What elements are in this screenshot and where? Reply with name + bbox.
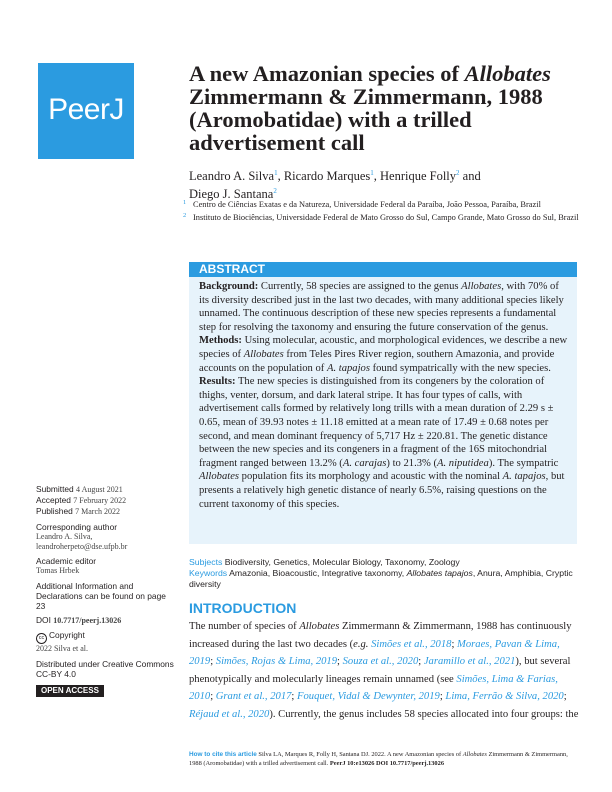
affiliations bbox=[183, 200, 583, 223]
author-separator: and bbox=[459, 169, 481, 184]
citation-link[interactable]: Grant et al., 2017 bbox=[215, 691, 292, 703]
submitted-date: 4 August 2021 bbox=[76, 485, 123, 494]
title-text: A new Amazonian species of bbox=[189, 61, 465, 86]
abstract-text: The new species is distinguished from its congeners by the coloration of thighs, venter, dorsum, and dark lateral stripe. It has four types of calls, with advertisement calls formed by relatively long trills with a mean duration of 2.29 s ± 0.65, mean of 39.93 notes ± 11.18 emitted at a mean rate of 17.49 ± 0.68 notes per second, and mean dominant frequency of 5,717 Hz ± 220.81. The genetic distance between the new species and its congeners in a fragment of the 16S mitochondrial fragment ranged between 13.2% ( bbox=[199, 376, 554, 469]
abstract-text: ). The sympatric bbox=[488, 457, 559, 469]
citation-italic: Allobates bbox=[462, 751, 487, 758]
abstract-italic: A. tapajos bbox=[326, 362, 370, 374]
intro-text: The number of species of bbox=[189, 621, 300, 632]
introduction-body bbox=[189, 618, 581, 724]
abstract-text: , but presents a relatively high genetic distance of nearly 6.5%, raising questions on the current taxonomy of this species. bbox=[199, 471, 565, 510]
abstract-italic: A. niputidea bbox=[437, 457, 489, 469]
intro-text: ; bbox=[337, 656, 343, 668]
abstract-text: Currently, 58 species are assigned to the genus bbox=[258, 281, 462, 292]
keywords-line bbox=[189, 568, 579, 590]
abstract-text: Using molecular, acoustic, and morphological evidences, we describe a new species of bbox=[199, 335, 568, 360]
published-date: 7 March 2022 bbox=[75, 507, 121, 517]
introduction-paragraph bbox=[189, 618, 581, 724]
abstract-text: , with 70% of its diversity described just in the last two decades, with many additional species likely unnamed. The continuous description of these new species represents a fundamental step for resolving the taxonomy and ensuring the future conservation of the genus. bbox=[199, 281, 564, 333]
corresponding-email[interactable]: leandroherpeto@dse.ufpb.br bbox=[36, 542, 128, 552]
author-affiliation-ref: 2 bbox=[273, 187, 277, 196]
introduction-heading: INTRODUCTION bbox=[189, 600, 297, 616]
intro-italic: e.g. bbox=[353, 638, 369, 650]
abstract-italic: A. carajas bbox=[342, 457, 387, 469]
doi-value[interactable]: 10.7717/peerj.13026 bbox=[53, 616, 122, 626]
citation-link[interactable]: Souza et al., 2020 bbox=[342, 656, 419, 668]
abstract-heading: ABSTRACT bbox=[199, 262, 265, 276]
intro-text: ; bbox=[451, 638, 458, 650]
citation-link[interactable]: Moraes, Pavan & Lima, 2019 bbox=[189, 638, 560, 668]
citation-link[interactable]: Fouquet, Vidal & Dewynter, 2019 bbox=[297, 691, 440, 703]
author-affiliation-ref: 1 bbox=[370, 169, 374, 177]
abstract-body bbox=[199, 280, 569, 511]
abstract-text: ) to 21.3% ( bbox=[386, 457, 438, 469]
keywords-label: Keywords bbox=[189, 568, 228, 578]
intro-text: ; bbox=[439, 691, 446, 703]
citation-link[interactable]: Lima, Ferrão & Silva, 2020 bbox=[445, 691, 564, 703]
subjects-line bbox=[189, 557, 579, 568]
author-affiliation-ref: 2 bbox=[456, 169, 460, 177]
citation-link[interactable]: Réjaud et al., 2020 bbox=[189, 708, 270, 720]
intro-text: ; bbox=[563, 691, 567, 703]
submitted-line bbox=[36, 484, 176, 495]
citation-link[interactable]: Simões, Rojas & Lima, 2019 bbox=[215, 656, 338, 668]
intro-text: ; bbox=[210, 656, 216, 668]
abstract-methods-paragraph bbox=[199, 334, 569, 375]
abstract-header bbox=[189, 262, 577, 277]
citation-doi: PeerJ 10:e13026 DOI 10.7717/peerj.13026 bbox=[329, 759, 445, 767]
citation-link[interactable]: Simões et al., 2018 bbox=[371, 638, 452, 650]
title-genus: Allobates bbox=[464, 61, 551, 86]
intro-text: ), but several phenotypically and molecularly lineages remain unnamed (see bbox=[189, 656, 571, 685]
open-access-badge bbox=[36, 683, 176, 697]
author-name: Ricardo Marques bbox=[283, 169, 371, 184]
accepted-line bbox=[36, 495, 176, 506]
author-separator: , bbox=[277, 169, 284, 184]
affiliation-text: Centro de Ciências Exatas e da Natureza, Universidade Federal da Paraíba, João Pessoa, Paraíba, Brazil bbox=[193, 200, 541, 209]
abstract-italic: Allobates bbox=[199, 471, 240, 483]
copyright-label: Copyright bbox=[49, 630, 85, 641]
accepted-date: 7 February 2022 bbox=[73, 496, 127, 506]
abstract-italic: Allobates bbox=[461, 281, 502, 292]
doi-line bbox=[36, 615, 176, 626]
citation-link[interactable]: Simões, Lima & Farias, 2010 bbox=[189, 673, 558, 703]
background-label: Background: bbox=[199, 281, 259, 292]
license: Distributed under Creative Commons CC-BY 4.0 bbox=[36, 658, 174, 679]
accepted-label: Accepted bbox=[36, 495, 71, 506]
copyright-icon: cc bbox=[36, 633, 47, 644]
author-name: Henrique Folly bbox=[380, 169, 457, 184]
logo-text: PeerJ bbox=[48, 93, 124, 126]
copyright-label-line bbox=[36, 630, 176, 644]
results-label: Results: bbox=[199, 376, 236, 388]
abstract-italic: A. tapajos bbox=[502, 471, 546, 483]
peerj-logo bbox=[38, 63, 134, 159]
copyright bbox=[36, 630, 176, 654]
article-sidebar bbox=[36, 484, 176, 697]
subjects-text: Biodiversity, Genetics, Molecular Biology, Taxonomy, Zoology bbox=[224, 557, 460, 567]
subjects-label: Subjects bbox=[189, 557, 223, 567]
keywords-text: Amazonia, Bioacoustic, Integrative taxonomy, bbox=[229, 568, 407, 578]
abstract-italic: Allobates bbox=[243, 348, 284, 360]
how-to-cite-label: How to cite this article bbox=[189, 751, 257, 758]
affiliation-text: Instituto de Biociências, Universidade Federal de Mato Grosso do Sul, Campo Grande, Mato Grosso do Sul, Brazil bbox=[193, 212, 579, 222]
intro-text: ). Currently, the genus includes 58 species allocated into four groups: the bbox=[269, 708, 579, 720]
intro-text: ; bbox=[291, 691, 298, 703]
affiliation-number: 1 bbox=[183, 199, 187, 206]
citation-link[interactable]: Jaramillo et al., 2021 bbox=[423, 656, 516, 668]
academic-editor bbox=[36, 556, 176, 576]
copyright-value: 2022 Silva et al. bbox=[36, 644, 88, 654]
intro-italic: Allobates bbox=[299, 621, 340, 632]
title-text-rest: Zimmermann & Zimmermann, 1988 (Aromobatidae) with a trilled advertisement call bbox=[189, 84, 543, 155]
citation-text: Silva LA, Marques R, Folly H, Santana DJ. 2022. A new Amazonian species of bbox=[256, 751, 463, 758]
author-affiliation-ref: 1 bbox=[274, 169, 278, 177]
abstract-text: from Teles Pires River region, southern Amazonia, and provide accounts on the population of bbox=[199, 348, 555, 374]
keywords-italic: Allobates tapajos bbox=[406, 568, 473, 578]
subjects-keywords bbox=[189, 557, 579, 590]
published-label: Published bbox=[36, 506, 73, 517]
submitted-label: Submitted bbox=[36, 484, 74, 494]
open-access-label: OPEN ACCESS bbox=[36, 685, 104, 697]
editor-name: Tomas Hrbek bbox=[36, 566, 80, 576]
intro-text: ; bbox=[210, 691, 216, 703]
doi-label: DOI bbox=[36, 615, 51, 626]
methods-label: Methods: bbox=[199, 335, 242, 347]
abstract-background-paragraph bbox=[199, 280, 569, 334]
abstract-text: population fits its morphology and acoustic with the nominal bbox=[239, 471, 503, 483]
corresponding-author bbox=[36, 522, 176, 553]
affiliation-number: 2 bbox=[183, 211, 187, 219]
affiliation-item bbox=[183, 213, 583, 224]
intro-text: ; bbox=[418, 656, 424, 668]
citation-text: Zimmermann & Zimmermann, 1988 (Aromobatidae) with a trilled advertisement call. bbox=[189, 751, 568, 767]
abstract-results-paragraph bbox=[199, 375, 569, 511]
how-to-cite bbox=[189, 751, 581, 768]
keywords-text-rest: , Anura, Amphibia, Cryptic diversity bbox=[189, 568, 573, 589]
corresponding-label: Corresponding author bbox=[36, 521, 118, 532]
corresponding-name: Leandro A. Silva, bbox=[36, 531, 93, 541]
affiliation-item bbox=[183, 200, 583, 211]
author-name: Diego J. Santana bbox=[189, 187, 274, 202]
author-separator: , bbox=[373, 169, 380, 184]
editor-label: Academic editor bbox=[36, 556, 97, 567]
abstract-text: found sympatrically with the new species. bbox=[369, 362, 551, 374]
intro-text: Zimmermann & Zimmermann, 1988 has continuously increased during the last two decades ( bbox=[189, 621, 572, 650]
author-name: Leandro A. Silva bbox=[189, 169, 275, 184]
additional-info[interactable]: Additional Information and Declarations can be found on page 23 bbox=[36, 580, 166, 612]
author-list bbox=[189, 166, 589, 202]
published-line bbox=[36, 506, 176, 517]
article-title bbox=[189, 62, 589, 154]
